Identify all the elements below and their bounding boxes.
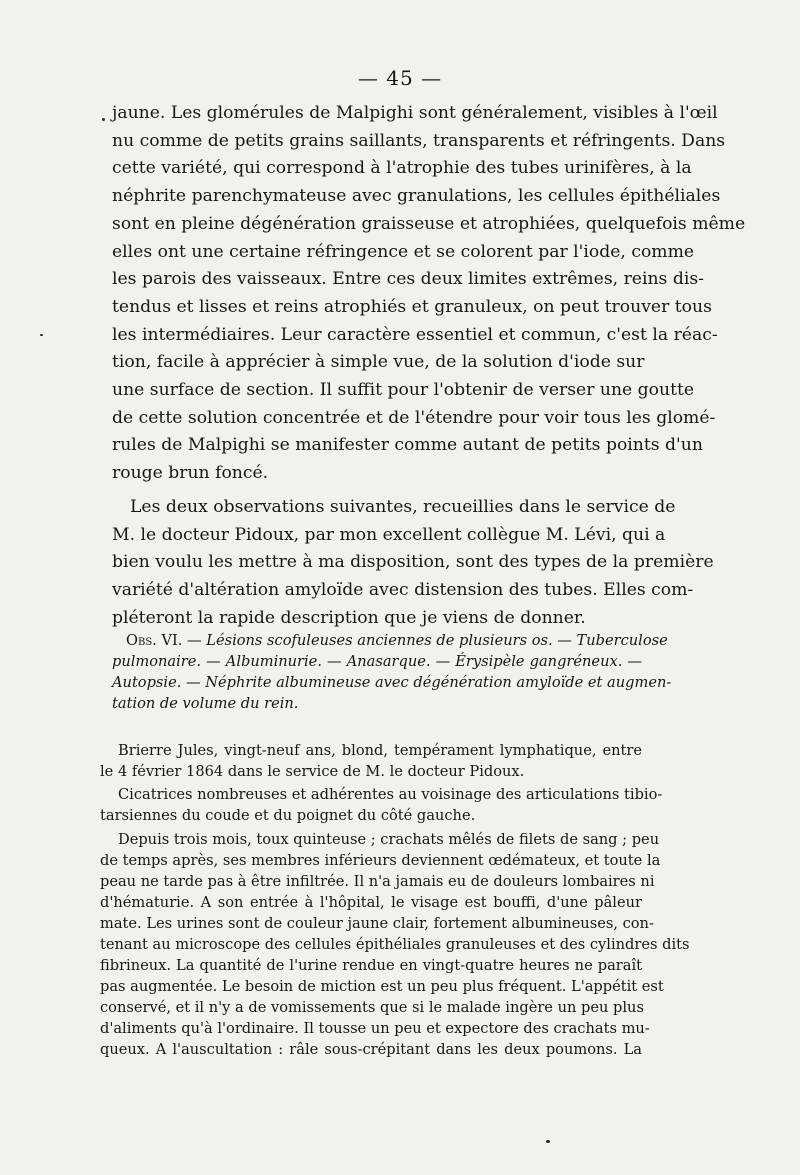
heading-line — [112, 630, 668, 651]
text-line: variété d'altération amyloïde avec distension des tubes. Elles com- — [112, 579, 694, 600]
text-line: d'aliments qu'à l'ordinaire. Il tousse un peu et expectore des crachats mu- — [100, 1020, 650, 1037]
text-line: de temps après, ses membres inférieurs deviennent œdémateux, et toute la — [100, 852, 661, 869]
ink-speck — [40, 334, 43, 336]
heading-text: — Lésions scofuleuses anciennes de plusieurs os. — Tuberculose — [187, 632, 668, 649]
page-number: — 45 — — [357, 66, 443, 90]
paragraph-1 — [112, 100, 746, 488]
text-line: cette variété, qui correspond à l'atrophie des tubes urinifères, à la — [112, 158, 692, 179]
paragraph-4 — [100, 784, 663, 826]
paragraph-3 — [100, 740, 642, 782]
ink-speck — [546, 1140, 550, 1143]
text-line: le 4 février 1864 dans le service de M. le docteur Pidoux. — [100, 763, 525, 780]
text-line: les parois des vaisseaux. Entre ces deux limites extrêmes, reins dis- — [112, 269, 704, 290]
text-line: Depuis trois mois, toux quinteuse ; crachats mêlés de filets de sang ; peu — [118, 831, 660, 848]
text-line: jaune. Les glomérules de Malpighi sont généralement, visibles à l'œil — [112, 103, 718, 123]
observation-heading — [112, 630, 672, 714]
text-line: rules de Malpighi se manifester comme autant de petits points d'un — [112, 435, 703, 456]
text-line: sont en pleine dégénération graisseuse et atrophiées, quelquefois même — [112, 213, 746, 234]
observation-label: Obs. VI. — [126, 632, 183, 649]
text-line: tion, facile à apprécier à simple vue, de la solution d'iode sur — [112, 352, 645, 373]
text-line: Cicatrices nombreuses et adhérentes au voisinage des articulations tibio- — [118, 786, 663, 803]
text-line: peau ne tarde pas à être infiltrée. Il n'a jamais eu de douleurs lombaires ni — [100, 873, 655, 890]
heading-line: pulmonaire. — Albuminurie. — Anasarque. — Érysipèle gangréneux. — — [112, 653, 642, 670]
heading-line: Autopsie. — Néphrite albumineuse avec dégénération amyloïde et augmen- — [112, 674, 672, 691]
text-line: les intermédiaires. Leur caractère essentiel et commun, c'est la réac- — [112, 324, 718, 345]
text-line: queux. A l'auscultation : râle sous-crépitant dans les deux poumons. La — [100, 1041, 642, 1058]
main-text-block — [112, 100, 746, 632]
text-line: d'hématurie. A son entrée à l'hôpital, le visage est bouffi, d'une pâleur — [100, 894, 642, 911]
text-line: fibrineux. La quantité de l'urine rendue en vingt-quatre heures ne paraît — [100, 957, 642, 974]
paragraph-5 — [100, 829, 690, 1060]
text-line: une surface de section. Il suffit pour l'obtenir de verser une goutte — [112, 380, 695, 401]
text-line: néphrite parenchymateuse avec granulations, les cellules épithéliales — [112, 186, 721, 207]
text-line: conservé, et il n'y a de vomissements que si le malade ingère un peu plus — [100, 999, 644, 1016]
text-line: de cette solution concentrée et de l'étendre pour voir tous les glomé- — [112, 407, 716, 428]
text-line: rouge brun foncé. — [112, 463, 269, 484]
text-line: tarsiennes du coude et du poignet du côté gauche. — [100, 807, 476, 824]
text-line: elles ont une certaine réfringence et se colorent par l'iode, comme — [112, 241, 695, 262]
text-line: tenant au microscope des cellules épithéliales granuleuses et des cylindres dits — [100, 936, 690, 953]
text-line: tendus et lisses et reins atrophiés et granuleux, on peut trouver tous — [112, 296, 712, 317]
text-line: nu comme de petits grains saillants, transparents et réfringents. Dans — [112, 130, 726, 151]
text-line: pas augmentée. Le besoin de miction est un peu plus fréquent. L'appétit est — [100, 978, 664, 995]
text-line: mate. Les urines sont de couleur jaune clair, fortement albumineuses, con- — [100, 915, 654, 932]
text-line: Les deux observations suivantes, recueillies dans le service de — [130, 496, 676, 517]
text-line: bien voulu les mettre à ma disposition, sont des types de la première — [112, 552, 714, 573]
heading-line: tation de volume du rein. — [112, 695, 299, 712]
text-line: M. le docteur Pidoux, par mon excellent collègue M. Lévi, qui a — [112, 524, 666, 545]
text-line: pléteront la rapide description que je viens de donner. — [112, 607, 586, 628]
text-line: Brierre Jules, vingt-neuf ans, blond, tempérament lymphatique, entre — [118, 742, 642, 759]
paragraph-2 — [112, 494, 714, 633]
ink-speck — [102, 118, 105, 121]
